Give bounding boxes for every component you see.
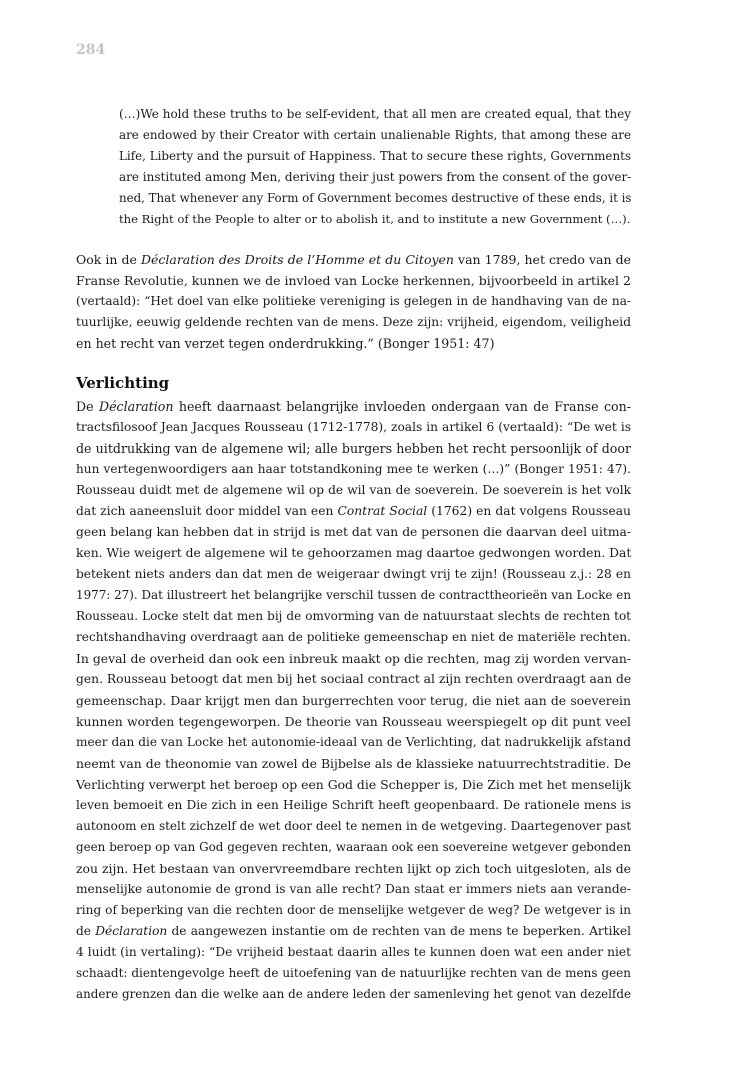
quote-line: are endowed by their Creator with certain unalienable Rights, that among these are xyxy=(119,128,631,142)
quote-line: are instituted among Men, deriving their just powers from the consent of the gover- xyxy=(119,170,632,184)
section-heading: Verlichting xyxy=(76,374,170,392)
paragraph-line: menselijke autonomie de grond is van alle recht? Dan staat er immers niets aan verande- xyxy=(76,882,631,896)
text-run: de aangewezen instantie om de rechten van de mens te beperken. Artikel xyxy=(167,924,631,938)
paragraph-line: tractsfilosoof Jean Jacques Rousseau (1712-1778), zoals in artikel 6 (vertaald): “De wet is xyxy=(76,420,631,434)
paragraph-line: betekent niets anders dan dat men de weigeraar dwingt vrij te zijn! (Rousseau z.j.: 28 en xyxy=(76,567,631,581)
paragraph-line: en het recht van verzet tegen onderdrukking.” (Bonger 1951: 47) xyxy=(76,336,495,351)
paragraph-line: In geval de overheid dan ook een inbreuk maakt op die rechten, mag zij worden vervan- xyxy=(76,651,631,666)
paragraph-line: schaadt: dientengevolge heeft de uitoefening van de natuurlijke rechten van de mens geen xyxy=(76,966,631,980)
text-run: de xyxy=(76,924,96,938)
quote-line: the Right of the People to alter or to abolish it, and to institute a new Government (…). xyxy=(119,212,631,226)
paragraph-verlichting xyxy=(76,396,631,1005)
paragraph-line: hun vertegenwoordigers aan haar totstandkoning mee te werken (…)” (Bonger 1951: 47). xyxy=(76,462,631,476)
text-run: heeft daarnaast belangrijke invloeden ondergaan van de Franse con- xyxy=(173,399,631,414)
text-run: Ook in de xyxy=(76,252,141,267)
text-run: (1762) en dat volgens Rousseau xyxy=(427,504,631,518)
paragraph-line: Rousseau. Locke stelt dat men bij de omvorming van de natuurstaat slechts de rechten tot xyxy=(76,609,631,623)
paragraph-line: neemt van de theonomie van zowel de Bijbelse als de klassieke natuurrechtstraditie. De xyxy=(76,756,631,771)
text-run: De xyxy=(76,399,99,414)
paragraph-line xyxy=(76,249,631,270)
quote-line: (…)We hold these truths to be self-evident, that all men are created equal, that they xyxy=(119,107,631,121)
text-run: dat zich aaneensluit door middel van een xyxy=(76,504,338,518)
italic-title: Déclaration xyxy=(98,399,174,414)
paragraph-line: 1977: 27). Dat illustreert het belangrijke verschil tussen de contracttheorieën van Locke en xyxy=(76,588,631,602)
paragraph-line: ring of beperking van die rechten door de menselijke wetgever de weg? De wetgever is in xyxy=(76,903,631,917)
paragraph-line: ken. Wie weigert de algemene wil te gehoorzamen mag daartoe gedwongen worden. Dat xyxy=(76,546,632,560)
paragraph-line: kunnen worden tegengeworpen. De theorie van Rousseau weerspiegelt op dit punt veel xyxy=(76,714,631,729)
paragraph-line: geen beroep op van God gegeven rechten, waaraan ook een soevereine wetgever gebonden xyxy=(76,840,631,854)
paragraph-line xyxy=(76,396,631,417)
paragraph-line: gen. Rousseau betoogt dat men bij het sociaal contract al zijn rechten overdraagt aan de xyxy=(76,672,632,686)
quote-line: Life, Liberty and the pursuit of Happiness. That to secure these rights, Governments xyxy=(119,149,631,163)
paragraph-line: gemeenschap. Daar krijgt men dan burgerrechten voor terug, die niet aan de soeverein xyxy=(76,693,631,708)
block-quote xyxy=(119,104,631,230)
paragraph-line: de uitdrukking van de algemene wil; alle burgers hebben het recht persoonlijk of door xyxy=(76,441,631,456)
paragraph-line: andere grenzen dan die welke aan de andere leden der samenleving het genot van dezelfde xyxy=(76,987,631,1001)
paragraph-line: Rousseau duidt met de algemene wil op de wil van de soeverein. De soeverein is het volk xyxy=(76,483,631,497)
paragraph-line: geen belang kan hebben dat in strijd is met dat van de personen die daarvan deel uitma- xyxy=(76,525,631,539)
page-number: 284 xyxy=(76,42,106,58)
paragraph-line: (vertaald): “Het doel van elke politieke vereniging is gelegen in de handhaving van de na- xyxy=(76,294,631,308)
paragraph-line: zou zijn. Het bestaan van onvervreemdbare rechten lijkt op zich toch uitgesloten, als de xyxy=(76,861,631,876)
paragraph-line xyxy=(76,501,631,522)
paragraph-line: Verlichting verwerpt het beroep op een God die Schepper is, Die Zich met het menselijk xyxy=(76,777,631,792)
paragraph-line xyxy=(76,921,631,942)
text-run: van 1789, het credo van de xyxy=(453,252,631,267)
paragraph-line: tuurlijke, eeuwig geldende rechten van de mens. Deze zijn: vrijheid, eigendom, veiligheid xyxy=(76,315,631,329)
paragraph-line: autonoom en stelt zichzelf de wet door deel te nemen in de wetgeving. Daartegenover past xyxy=(76,819,632,833)
paragraph-line: leven bemoeit en Die zich in een Heilige Schrift heeft geopenbaard. De rationele mens is xyxy=(76,798,631,812)
italic-title: Contrat Social xyxy=(337,504,428,518)
italic-title: Déclaration xyxy=(95,924,168,938)
paragraph-line: meer dan die van Locke het autonomie-ideaal van de Verlichting, dat nadrukkelijk afstand xyxy=(76,735,631,749)
paragraph-declaration xyxy=(76,249,631,354)
paragraph-line: Franse Revolutie, kunnen we de invloed van Locke herkennen, bijvoorbeeld in artikel 2 xyxy=(76,273,631,288)
paragraph-line: rechtshandhaving overdraagt aan de politieke gemeenschap en niet de materiële rechten. xyxy=(76,630,631,644)
paragraph-line: 4 luidt (in vertaling): “De vrijheid bestaat daarin alles te kunnen doen wat een ander niet xyxy=(76,945,631,959)
quote-line: ned, That whenever any Form of Government becomes destructive of these ends, it is xyxy=(119,191,632,205)
italic-title: Déclaration des Droits de l’Homme et du Citoyen xyxy=(140,252,454,267)
